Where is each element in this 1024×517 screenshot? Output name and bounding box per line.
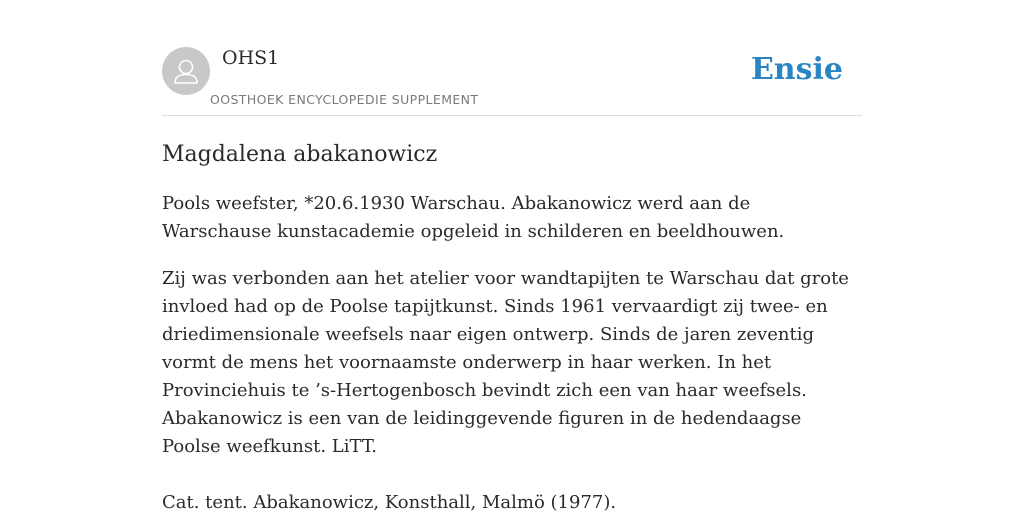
author-avatar[interactable]: [162, 47, 210, 95]
entry-header: [162, 46, 862, 116]
source-name[interactable]: OOSTHOEK ENCYCLOPEDIE SUPPLEMENT: [210, 92, 479, 107]
article-paragraph-1: Pools weefster, *20.6.1930 Warschau. Abakanowicz werd aan de Warschause kunstacademie opgeleid in schilderen en beeldhouwen.: [162, 193, 785, 242]
article-body: [162, 139, 862, 517]
author-name[interactable]: OHS1: [222, 47, 280, 69]
ensie-logo[interactable]: Ensie: [750, 52, 843, 87]
user-silhouette-icon: [162, 47, 210, 95]
article-title: Magdalena abakanowicz: [162, 142, 438, 167]
article-paragraph-2: Zij was verbonden aan het atelier voor wandtapijten te Warschau dat grote invloed had op de Poolse tapijtkunst. Sinds 1961 vervaardigt zij twee- en driedimensionale weefsels naar eigen ontwerp. Sinds de jaren zeventig vormt de mens het voornaamste onderwerp in haar werken. In het Provinciehuis te ’s-Hertogenbosch bevindt zich een van haar weefsels. Abakanowicz is een van de leidinggevende figuren in de hedendaagse Poolse weefkunst. LiTT.: [162, 268, 849, 457]
article-reference: Cat. tent. Abakanowicz, Konsthall, Malmö (1977).: [162, 492, 617, 513]
